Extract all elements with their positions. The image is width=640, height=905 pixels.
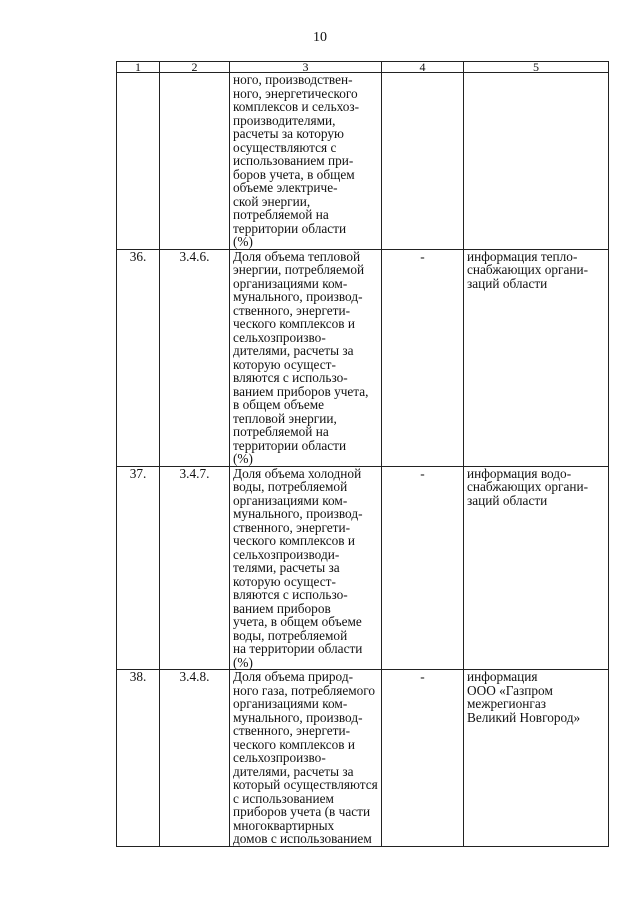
row-value: -: [382, 670, 464, 847]
column-header: 3: [230, 62, 382, 73]
table-row: [117, 670, 609, 847]
row-description: ного, производствен- ного, энергетического комплексов и сельхоз- производителями, расчеты за которую осуществляются с использованием при- боров учета, в общем объеме электриче- ской энергии, потребляемой на территории области (%): [230, 73, 382, 250]
column-header: 4: [382, 62, 464, 73]
column-header: 5: [464, 62, 609, 73]
row-number: 36.: [117, 249, 160, 466]
row-source: информация ООО «Газпром межрегионгаз Великий Новгород»: [464, 670, 609, 847]
row-number: [117, 73, 160, 250]
row-code: 3.4.6.: [160, 249, 230, 466]
row-source: информация тепло- снабжающих органи- заций области: [464, 249, 609, 466]
table-row: [117, 466, 609, 670]
page-number: 10: [313, 30, 327, 45]
row-code: [160, 73, 230, 250]
column-header: 2: [160, 62, 230, 73]
row-code: 3.4.8.: [160, 670, 230, 847]
row-value: [382, 73, 464, 250]
row-source: информация водо- снабжающих органи- заций области: [464, 466, 609, 670]
row-source: [464, 73, 609, 250]
row-description: Доля объема холодной воды, потребляемой организациями ком- мунального, производ- ственного, энергети- ческого комплексов и сельхозпроизводи- телями, расчеты за которую осущест- вляются с использо- ванием приборов учета, в общем объеме воды, потребляемой на территории области (%): [230, 466, 382, 670]
row-code: 3.4.7.: [160, 466, 230, 670]
row-description: Доля объема тепловой энергии, потребляемой организациями ком- мунального, производ- ственного, энергети- ческого комплексов и сельхозпроизво- дителями, расчеты за которую осущест- вляются с использо- ванием приборов учета, в общем объеме тепловой энергии, потребляемой на территории области (%): [230, 249, 382, 466]
table-row: [117, 73, 609, 250]
indicator-table: [116, 61, 609, 847]
row-number: 37.: [117, 466, 160, 670]
row-number: 38.: [117, 670, 160, 847]
table-header-row: [117, 62, 609, 73]
table-row: [117, 249, 609, 466]
column-header: 1: [117, 62, 160, 73]
row-description: Доля объема природ- ного газа, потребляемого организациями ком- мунального, производ- ственного, энергети- ческого комплексов и сельхозпроизво- дителями, расчеты за который осуществляются с использованием приборов учета (в части многоквартирных домов с использованием: [230, 670, 382, 847]
row-value: -: [382, 249, 464, 466]
row-value: -: [382, 466, 464, 670]
